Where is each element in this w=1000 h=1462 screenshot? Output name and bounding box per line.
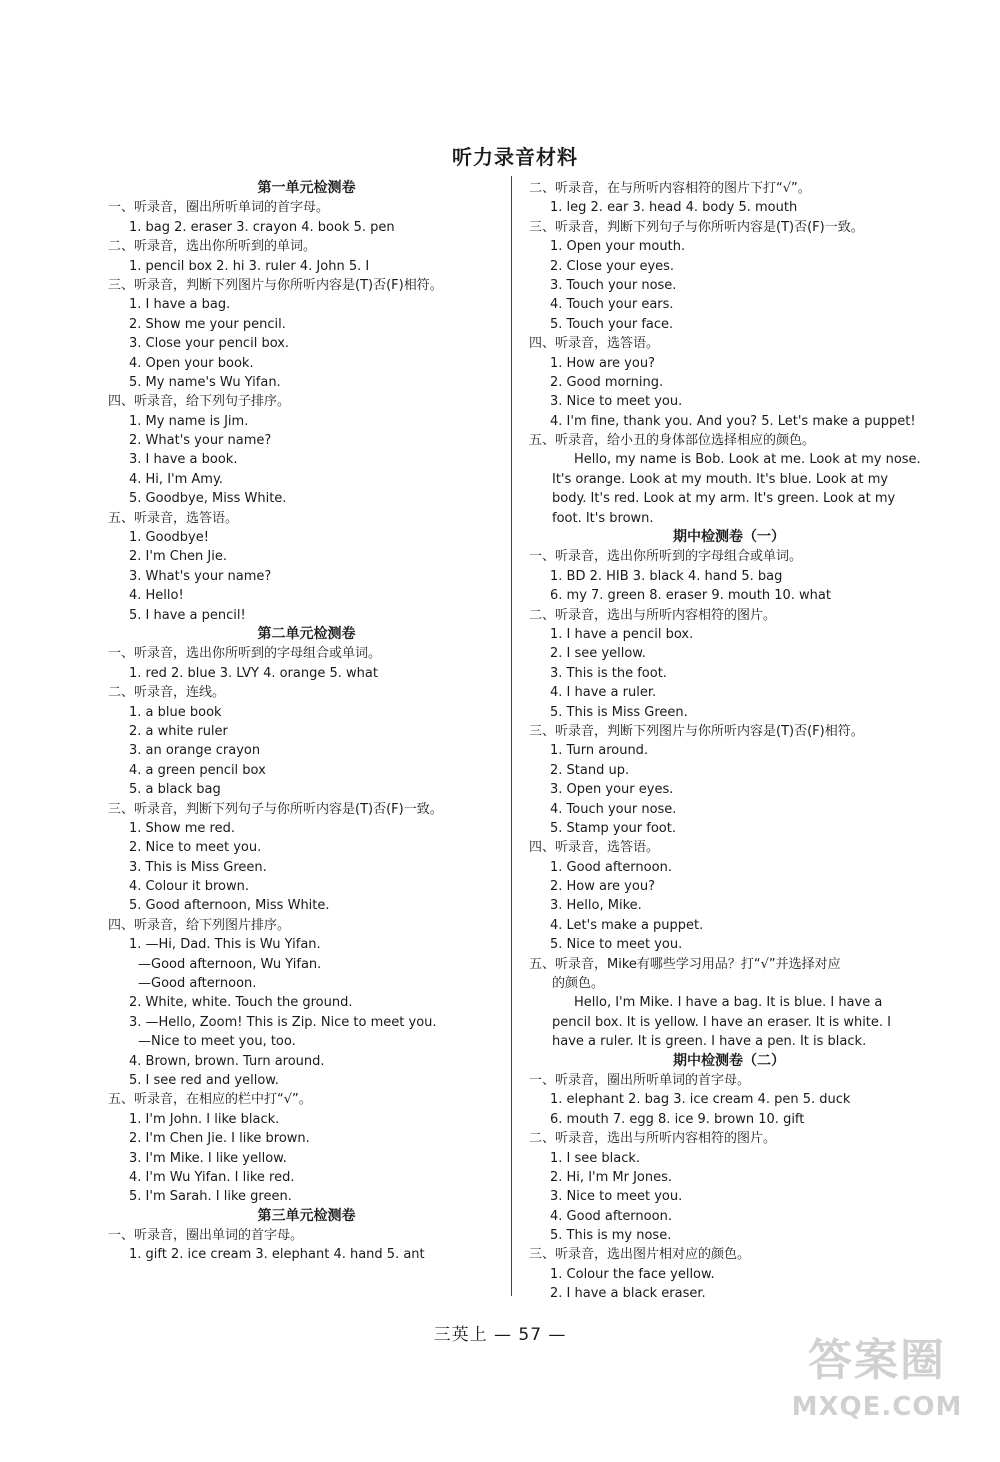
list-item: 3. This is Miss Green. bbox=[129, 859, 267, 875]
page-title: 听力录音材料 bbox=[452, 145, 578, 169]
list-item: 4. Good afternoon. bbox=[550, 1208, 672, 1224]
question-instruction: 二、听录音，选出你所听到的单词。 bbox=[108, 239, 317, 255]
list-item: 1. BD 2. HIB 3. black 4. hand 5. bag bbox=[550, 568, 783, 584]
list-item: 3. an orange crayon bbox=[129, 743, 261, 759]
list-item: 2. Hi, I'm Mr Jones. bbox=[550, 1169, 673, 1185]
list-item: 2. I'm Chen Jie. I like brown. bbox=[129, 1131, 310, 1147]
list-item: 2. I have a black eraser. bbox=[550, 1286, 706, 1302]
question-instruction: 一、听录音，选出你所听到的字母组合或单词。 bbox=[529, 549, 803, 565]
page-footer: 三英上 — 57 — bbox=[433, 1325, 567, 1345]
list-item: 5. Goodbye, Miss White. bbox=[129, 491, 287, 507]
list-item: 4. Touch your ears. bbox=[550, 297, 674, 313]
list-item: 2. Show me your pencil. bbox=[129, 316, 286, 332]
list-item: 1. pencil box 2. hi 3. ruler 4. John 5. I bbox=[129, 258, 370, 274]
list-item: 1. How are you? bbox=[550, 355, 655, 371]
list-item: 3. Open your eyes. bbox=[550, 782, 674, 798]
watermark-top-text: 答案圈 bbox=[808, 1335, 946, 1386]
list-item: 5. a black bag bbox=[129, 782, 221, 798]
list-item: 1. Good afternoon. bbox=[550, 859, 672, 875]
question-instruction: 四、听录音，选答语。 bbox=[529, 840, 660, 856]
list-item: 1. Show me red. bbox=[129, 820, 235, 836]
section-heading: 期中检测卷（二） bbox=[673, 1052, 785, 1069]
list-item: 3. —Hello, Zoom! This is Zip. Nice to meet you. bbox=[129, 1014, 437, 1030]
section-heading: 第三单元检测卷 bbox=[257, 1207, 356, 1224]
question-instruction: 四、听录音，给下列图片排序。 bbox=[108, 917, 291, 933]
list-item: 1. I have a pencil box. bbox=[550, 626, 694, 642]
question-instruction: 三、听录音，判断下列句子与你所听内容是(T)否(F)一致。 bbox=[108, 801, 443, 817]
list-item: 1. Open your mouth. bbox=[550, 239, 686, 255]
paragraph-line: body. It's red. Look at my arm. It's green. Look at my bbox=[552, 491, 896, 507]
list-item: 2. How are you? bbox=[550, 879, 655, 895]
list-item: 5. This is my nose. bbox=[550, 1228, 672, 1244]
list-item: 5. This is Miss Green. bbox=[550, 704, 688, 720]
list-item: 1. Turn around. bbox=[550, 743, 649, 759]
list-item: 2. a white ruler bbox=[129, 723, 228, 739]
list-item: 3. Touch your nose. bbox=[550, 277, 677, 293]
paragraph-line: 的颜色。 bbox=[552, 976, 605, 992]
list-item: 4. Colour it brown. bbox=[129, 879, 249, 895]
paragraph-line: foot. It's brown. bbox=[552, 510, 654, 526]
list-item: 1. bag 2. eraser 3. crayon 4. book 5. pen bbox=[129, 219, 395, 235]
question-instruction: 三、听录音，判断下列图片与你所听内容是(T)否(F)相符。 bbox=[529, 723, 864, 739]
question-instruction: 三、听录音，判断下列句子与你所听内容是(T)否(F)一致。 bbox=[529, 219, 864, 235]
list-item: 3. Nice to meet you. bbox=[550, 1189, 683, 1205]
question-instruction: 五、听录音，选答语。 bbox=[108, 510, 239, 526]
paragraph-line: Hello, my name is Bob. Look at me. Look at my nose. bbox=[574, 452, 921, 468]
list-item: 1. red 2. blue 3. LVY 4. orange 5. what bbox=[129, 665, 378, 681]
list-item: 4. Hello! bbox=[129, 588, 184, 604]
section-heading: 第一单元检测卷 bbox=[257, 180, 356, 196]
list-item: 2. Close your eyes. bbox=[550, 258, 675, 274]
list-item: 1. elephant 2. bag 3. ice cream 4. pen 5. duck bbox=[550, 1092, 851, 1108]
watermark-bottom-text: MXQE.COM bbox=[791, 1392, 963, 1422]
question-instruction: 一、听录音，圈出单词的首字母。 bbox=[108, 1228, 304, 1244]
list-item: 6. my 7. green 8. eraser 9. mouth 10. what bbox=[550, 588, 831, 604]
question-instruction: 五、听录音，在相应的栏中打“√”。 bbox=[108, 1092, 312, 1108]
paragraph-line: Hello, I'm Mike. I have a bag. It is blue. I have a bbox=[574, 995, 883, 1011]
list-item: 1. My name is Jim. bbox=[129, 413, 249, 429]
question-instruction: 五、听录音，Mike有哪些学习用品？打“√”并选择对应 bbox=[529, 956, 841, 972]
left-column bbox=[108, 179, 505, 1265]
list-item: 1. —Hi, Dad. This is Wu Yifan. bbox=[129, 937, 321, 953]
list-item: 5. Touch your face. bbox=[550, 316, 674, 332]
list-item: 1. I have a bag. bbox=[129, 297, 231, 313]
right-column bbox=[529, 179, 929, 1304]
question-instruction: 二、听录音，选出与所听内容相符的图片。 bbox=[529, 607, 777, 623]
paragraph-line: It's orange. Look at my mouth. It's blue. Look at my bbox=[552, 471, 889, 487]
list-item: 4. Open your book. bbox=[129, 355, 254, 371]
list-item: 4. a green pencil box bbox=[129, 762, 266, 778]
list-item: 2. White, white. Touch the ground. bbox=[129, 995, 353, 1011]
list-item: 5. I see red and yellow. bbox=[129, 1072, 279, 1088]
list-item: 4. Let's make a puppet. bbox=[550, 917, 704, 933]
list-item: 1. Colour the face yellow. bbox=[550, 1266, 715, 1282]
question-instruction: 二、听录音，选出与所听内容相符的图片。 bbox=[529, 1131, 777, 1147]
list-item: 4. Touch your nose. bbox=[550, 801, 677, 817]
list-item: 4. I'm fine, thank you. And you? 5. Let's make a puppet! bbox=[550, 413, 916, 429]
list-item: 3. Hello, Mike. bbox=[550, 898, 642, 914]
list-item: 4. Brown, brown. Turn around. bbox=[129, 1053, 325, 1069]
list-item: 3. This is the foot. bbox=[550, 665, 667, 681]
list-item-continuation: —Nice to meet you, too. bbox=[138, 1034, 296, 1050]
list-item: 4. Hi, I'm Amy. bbox=[129, 471, 223, 487]
question-instruction: 四、听录音，选答语。 bbox=[529, 336, 660, 352]
list-item: 5. Good afternoon, Miss White. bbox=[129, 898, 330, 914]
column-divider bbox=[511, 176, 512, 1296]
list-item: 2. What's your name? bbox=[129, 433, 272, 449]
list-item: 2. Nice to meet you. bbox=[129, 840, 262, 856]
question-instruction: 三、听录音，选出图片相对应的颜色。 bbox=[529, 1247, 751, 1263]
list-item: 3. I have a book. bbox=[129, 452, 238, 468]
watermark bbox=[782, 1332, 972, 1440]
question-instruction: 一、听录音，选出你所听到的字母组合或单词。 bbox=[108, 646, 382, 662]
list-item: 1. I'm John. I like black. bbox=[129, 1111, 280, 1127]
list-item: 2. I see yellow. bbox=[550, 646, 646, 662]
list-item: 4. I have a ruler. bbox=[550, 685, 657, 701]
list-item: 1. I see black. bbox=[550, 1150, 641, 1166]
list-item: 3. Nice to meet you. bbox=[550, 394, 683, 410]
list-item: 2. Stand up. bbox=[550, 762, 630, 778]
list-item: 1. Goodbye! bbox=[129, 530, 209, 546]
list-item: 2. I'm Chen Jie. bbox=[129, 549, 228, 565]
list-item: 4. I'm Wu Yifan. I like red. bbox=[129, 1169, 295, 1185]
question-instruction: 四、听录音，给下列句子排序。 bbox=[108, 394, 291, 410]
question-instruction: 三、听录音，判断下列图片与你所听内容是(T)否(F)相符。 bbox=[108, 277, 443, 293]
question-instruction: 二、听录音，在与所听内容相符的图片下打“√”。 bbox=[529, 181, 811, 196]
list-item: 5. Stamp your foot. bbox=[550, 820, 676, 836]
list-item: 2. Good morning. bbox=[550, 374, 664, 390]
list-item: 6. mouth 7. egg 8. ice 9. brown 10. gift bbox=[550, 1111, 805, 1127]
list-item: 1. leg 2. ear 3. head 4. body 5. mouth bbox=[550, 200, 798, 216]
list-item: 5. I have a pencil! bbox=[129, 607, 246, 623]
question-instruction: 二、听录音，连线。 bbox=[108, 685, 226, 701]
question-instruction: 一、听录音，圈出所听单词的首字母。 bbox=[108, 200, 330, 216]
list-item: 5. My name's Wu Yifan. bbox=[129, 374, 281, 390]
section-heading: 期中检测卷（一） bbox=[673, 529, 785, 546]
list-item: 5. I'm Sarah. I like green. bbox=[129, 1189, 292, 1205]
question-instruction: 五、听录音，给小丑的身体部位选择相应的颜色。 bbox=[529, 433, 816, 449]
section-heading: 第二单元检测卷 bbox=[257, 625, 356, 642]
paragraph-line: pencil box. It is yellow. I have an eraser. It is white. I bbox=[552, 1014, 891, 1030]
list-item-continuation: —Good afternoon, Wu Yifan. bbox=[138, 956, 322, 972]
list-item: 1. a blue book bbox=[129, 704, 222, 720]
paragraph-line: have a ruler. It is green. I have a pen. It is black. bbox=[552, 1034, 867, 1050]
list-item: 3. I'm Mike. I like yellow. bbox=[129, 1150, 287, 1166]
list-item-continuation: —Good afternoon. bbox=[138, 976, 257, 992]
question-instruction: 一、听录音，圈出所听单词的首字母。 bbox=[529, 1072, 751, 1088]
list-item: 3. What's your name? bbox=[129, 568, 272, 584]
list-item: 1. gift 2. ice cream 3. elephant 4. hand 5. ant bbox=[129, 1247, 425, 1263]
list-item: 3. Close your pencil box. bbox=[129, 336, 290, 352]
list-item: 5. Nice to meet you. bbox=[550, 937, 683, 953]
